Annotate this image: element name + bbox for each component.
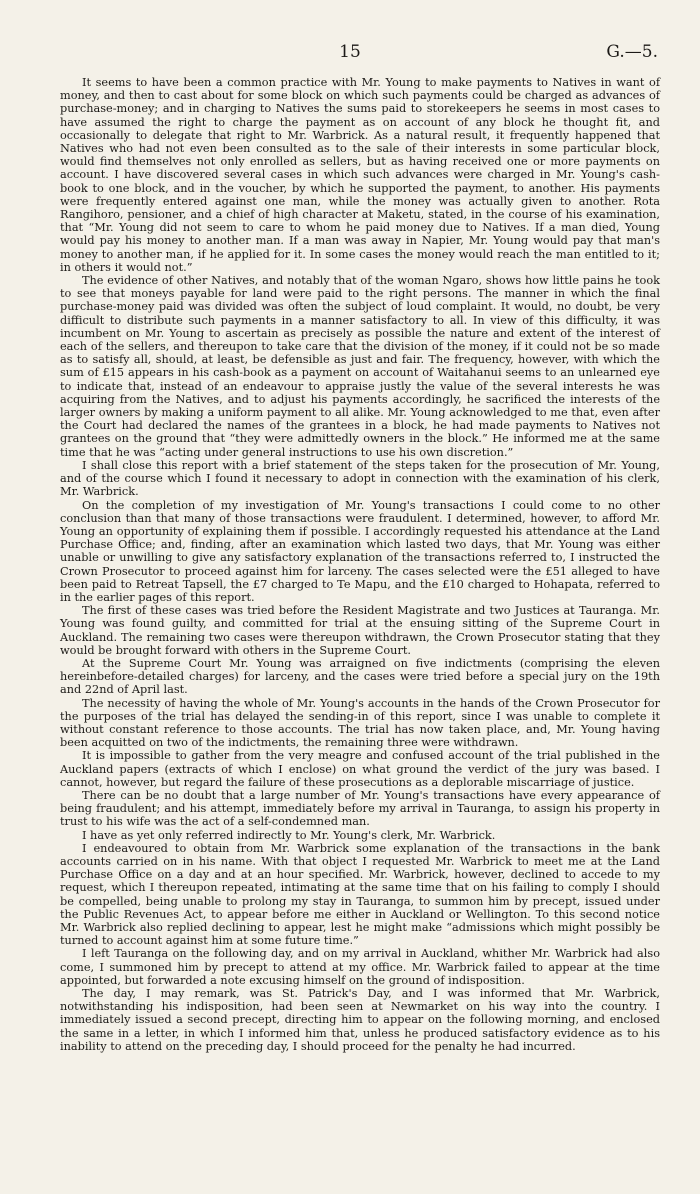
paragraph: I endeavoured to obtain from Mr. Warbrick some explanation of the transactions in the bank accounts carried on in his name. With that object I requested Mr. Warbrick to meet me at the Land Purchase Office on a day and at an hour specified. Mr. Warbrick, however, declined to accede to my request, which I thereupon repeated, intimating at the same time that on his failing to comply I should be compelled, being unable to prolong my stay in Tauranga, to summon him by precept, issued under the Public Revenues Act, to appear before me either in Auckland or Wellington. To this second notice Mr. Warbrick also replied declining to appear, lest he might make “admissions which might possibly be turned to account against him at some future time.” (60, 841, 660, 948)
paragraph: It seems to have been a common practice with Mr. Young to make payments to Natives in want of money, and then to cast about for some block on which such payments could be charged as advances of purchase-money; and in charging to Natives the sums paid to storekeepers he seems in most cases to have assumed the right to charge the payment as on account of any block he thought fit, and occasionally to delegate that right to Mr. Warbrick. As a natural result, it frequently happened that Natives who had not even been consulted as to the sale of their interests in some particular block, would find themselves not only enrolled as sellers, but as having received one or more payments on account. I have discovered several cases in which such advances were charged in Mr. Young's cash-book to one block, and in the voucher, by which he supported the payment, to another. His payments were frequently entered against one man, while the money was actually given to another. Rota Rangihoro, pensioner, and a chief of high character at Maketu, stated, in the course of his examination, that “Mr. Young did not seem to care to whom he paid money due to Natives. If a man died, Young would pay his money to another man. If a man was away in Napier, Mr. Young would pay that man's money to another man, if he applied for it. In some cases the money would reach the man entitled to it; in others it would not.” (60, 76, 660, 274)
paragraph: There can be no doubt that a large number of Mr. Young's transactions have every appearance of being fraudulent; and his attempt, immediately before my arrival in Tauranga, to assign his property in trust to his wife was the act of a self-condemned man. (60, 788, 660, 829)
page-number: 15 (339, 42, 361, 62)
report-body (60, 76, 660, 1053)
paragraph: The evidence of other Natives, and notably that of the woman Ngaro, shows how little pains he took to see that moneys payable for land were paid to the right persons. The manner in which the final purchase-money paid was divided was often the subject of loud complaint. It would, no doubt, be very difficult to distribute such payments in a manner satisfactory to all. In view of this difficulty, it was incumbent on Mr. Young to ascertain as precisely as possible the nature and extent of the interest of each of the sellers, and thereupon to take care that the division of the money, if it could not be so made as to satisfy all, should, at least, be defensible as just and fair. The frequency, however, with which the sum of £15 appears in his cash-book as a payment on account of Waitahanui seems to an unlearned eye to indicate that, instead of an endeavour to appraise justly the value of the several interests he was acquiring from the Natives, and to adjust his payments accordingly, he sacrificed the interests of the larger owners by making a uniform payment to all alike. Mr. Young acknowledged to me that, even after the Court had declared the names of the grantees in a block, he had made payments to Natives not grantees on the ground that “they were admittedly owners in the block.” He informed me at the same time that he was “acting under general instructions to use his own discretion.” (60, 274, 660, 459)
paragraph: On the completion of my investigation of Mr. Young's transactions I could come to no other conclusion than that many of those transactions were fraudulent. I determined, however, to afford Mr. Young an opportunity of explaining them if possible. I accordingly requested his attendance at the Land Purchase Office; and, finding, after an examination which lasted two days, that Mr. Young was either unable or unwilling to give any satisfactory explanation of the transactions referred to, I instructed the Crown Prosecutor to proceed against him for larceny. The cases selected were the £51 alleged to have been paid to Retreat Tapsell, the £7 charged to Te Mapu, and the £10 charged to Hohapata, referred to in the earlier pages of this report. (60, 498, 660, 604)
paragraph: The day, I may remark, was St. Patrick's Day, and I was informed that Mr. Warbrick, notwithstanding his indisposition, had been seen at Newmarket on his way into the country. I immediately issued a second precept, directing him to appear on the following morning, and enclosed the same in a letter, in which I informed him that, unless he produced satisfactory evidence as to his inability to attend on the preceding day, I should proceed for the penalty he had incurred. (60, 987, 660, 1053)
page-header (0, 42, 700, 62)
paragraph: At the Supreme Court Mr. Young was arraigned on five indictments (comprising the eleven hereinbefore-detailed charges) for larceny, and the cases were tried before a special jury on the 19th and 22nd of April last. (60, 656, 660, 697)
paragraph: I have as yet only referred indirectly to Mr. Young's clerk, Mr. Warbrick. (82, 828, 496, 842)
paragraph: I shall close this report with a brief statement of the steps taken for the prosecution of Mr. Young, and of the course which I found it necessary to adopt in connection with the examination of his clerk, Mr. Warbrick. (60, 458, 660, 499)
paragraph: The necessity of having the whole of Mr. Young's accounts in the hands of the Crown Prosecutor for the purposes of the trial has delayed the sending-in of this report, since I was unable to complete it without constant reference to those accounts. The trial has now taken place, and, Mr. Young having been acquitted on two of the indictments, the remaining three were withdrawn. (60, 696, 660, 750)
paragraph: The first of these cases was tried before the Resident Magistrate and two Justices at Tauranga. Mr. Young was found guilty, and committed for trial at the ensuing sitting of the Supreme Court in Auckland. The remaining two cases were thereupon withdrawn, the Crown Prosecutor stating that they would be brought forward with others in the Supreme Court. (60, 604, 660, 657)
paragraph: It is impossible to gather from the very meagre and confused account of the trial published in the Auckland papers (extracts of which I enclose) on what ground the verdict of the jury was based. I cannot, however, but regard the failure of these prosecutions as a deplorable miscarriage of justice. (60, 749, 660, 789)
document-code: G.—5. (606, 42, 658, 62)
paragraph: I left Tauranga on the following day, and on my arrival in Auckland, whither Mr. Warbrick had also come, I summoned him by precept to attend at my office. Mr. Warbrick failed to appear at the time appointed, but forwarded a note excusing himself on the ground of indisposition. (60, 947, 660, 987)
